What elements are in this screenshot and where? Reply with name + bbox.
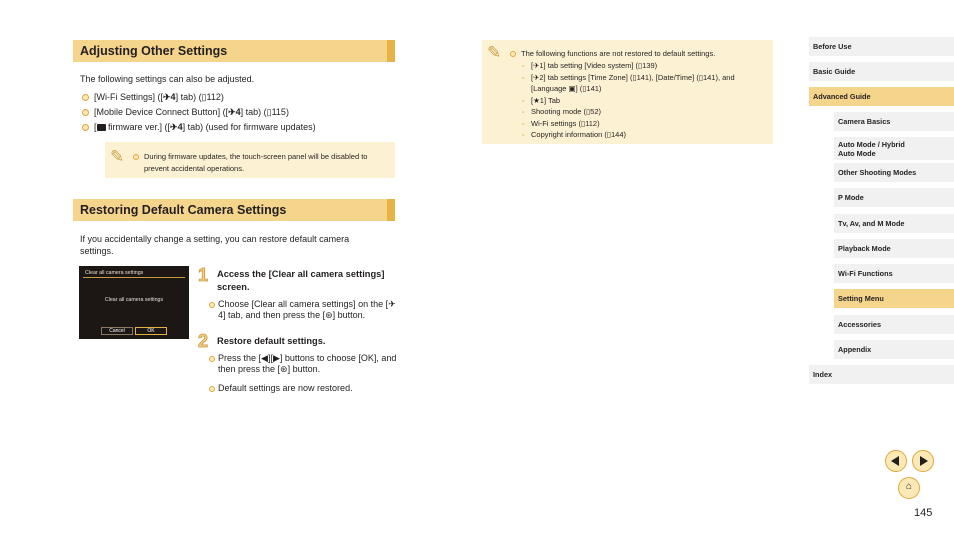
page-ref-link[interactable]: 115	[271, 107, 286, 117]
nav-item-tv-av-m-mode[interactable]: Tv, Av, and M Mode	[834, 214, 954, 233]
adjust-list	[80, 90, 316, 135]
step-title-2: Restore default settings.	[217, 336, 326, 346]
bullet-icon	[133, 154, 139, 160]
note-lead: The following functions are not restored to default settings.	[509, 48, 767, 59]
list-item: - Copyright information (▯144)	[522, 130, 627, 139]
bullet-icon	[82, 94, 89, 101]
nav-item-auto-mode[interactable]: Auto Mode / Hybrid Auto Mode	[834, 137, 954, 160]
bullet-icon	[510, 51, 516, 57]
bullet-icon	[209, 302, 215, 308]
step-2-result: Default settings are now restored.	[208, 383, 398, 394]
book-icon: ▯	[266, 107, 272, 117]
bullet-icon	[82, 124, 89, 131]
nav-item-p-mode[interactable]: P Mode	[834, 188, 954, 207]
nav-item-other-shooting-modes[interactable]: Other Shooting Modes	[834, 163, 954, 182]
pencil-icon: ✎	[487, 43, 502, 62]
list-item: - Shooting mode (▯52)	[522, 107, 602, 116]
list-item-firmware: [ firmware ver.] ([✈4] tab) (used for firmware updates)	[80, 120, 316, 135]
nav-item-playback-mode[interactable]: Playback Mode	[834, 239, 954, 258]
list-item-wifi-settings: [Wi-Fi Settings] ([✈4] tab) (▯112)	[80, 90, 316, 105]
chevron-right-icon	[920, 456, 928, 466]
step-number-1: 1	[198, 265, 209, 285]
pencil-icon: ✎	[110, 147, 125, 166]
wrench-icon: ✈4	[163, 92, 176, 102]
home-icon: ⌂	[905, 481, 913, 492]
lcd-ok-button: OK	[135, 327, 167, 335]
note-box-defaults	[482, 40, 773, 144]
page-ref-link[interactable]: 112	[206, 92, 221, 102]
list-item-mobile-connect: [Mobile Device Connect Button] ([✈4] tab) (▯115)	[80, 105, 316, 120]
note-text: During firmware updates, the touch-screen panel will be disabled to prevent accidental operations.	[132, 151, 390, 174]
list-item: - [★1] Tab	[522, 95, 561, 105]
bullet-icon	[209, 386, 215, 392]
previous-page-button[interactable]	[885, 450, 907, 472]
lcd-divider	[83, 277, 185, 278]
home-button[interactable]	[898, 477, 920, 499]
list-item: - [✈2] tab settings [Time Zone] (▯141), [Date/Time] (▯141), and [Language ▣] (▯141)	[522, 72, 735, 93]
step-title-1: Access the [Clear all camera settings] screen.	[217, 269, 385, 292]
bullet-icon	[82, 109, 89, 116]
nav-item-index[interactable]: Index	[809, 365, 954, 384]
camera-icon	[97, 124, 106, 131]
nav-item-advanced-guide[interactable]: Advanced Guide	[809, 87, 954, 106]
nav-item-basic-guide[interactable]: Basic Guide	[809, 62, 954, 81]
chevron-left-icon	[891, 456, 899, 466]
page-number: 145	[914, 507, 933, 519]
book-icon: ▯	[201, 92, 207, 102]
list-item: - [✈1] tab setting [Video system] (▯139)	[522, 61, 658, 70]
lcd-title: Clear all camera settings	[85, 270, 144, 276]
restore-intro: If you accidentally change a setting, you can restore default camera settings.	[80, 234, 350, 256]
section-heading-adjusting: Adjusting Other Settings	[73, 40, 395, 62]
nav-item-setting-menu[interactable]: Setting Menu	[834, 289, 954, 308]
list-item: - Wi-Fi settings (▯112)	[522, 118, 600, 128]
lcd-cancel-button: Cancel	[101, 327, 133, 335]
nav-item-wifi-functions[interactable]: Wi-Fi Functions	[834, 264, 954, 283]
bullet-icon	[209, 356, 215, 362]
nav-item-before-use[interactable]: Before Use	[809, 37, 954, 56]
wrench-icon: ✈4	[228, 107, 241, 117]
lcd-message: Clear all camera settings	[104, 297, 164, 303]
next-page-button[interactable]	[912, 450, 934, 472]
nav-item-appendix[interactable]: Appendix	[834, 340, 954, 359]
wrench-icon: ✈4	[170, 122, 183, 132]
step-1-instruction: Choose [Clear all camera settings] on the [✈4] tab, and then press the [⊛] button.	[208, 299, 398, 321]
camera-screen-preview	[79, 266, 189, 339]
nav-item-accessories[interactable]: Accessories	[834, 315, 954, 334]
step-2-instruction: Press the [◀][▶] buttons to choose [OK], and then press the [⊛] button.	[208, 353, 398, 375]
section-heading-restoring: Restoring Default Camera Settings	[73, 199, 395, 221]
nav-item-camera-basics[interactable]: Camera Basics	[834, 112, 954, 131]
adjust-intro: The following settings can also be adjusted.	[80, 74, 255, 84]
note-box-firmware	[105, 142, 395, 178]
step-number-2: 2	[198, 331, 209, 351]
